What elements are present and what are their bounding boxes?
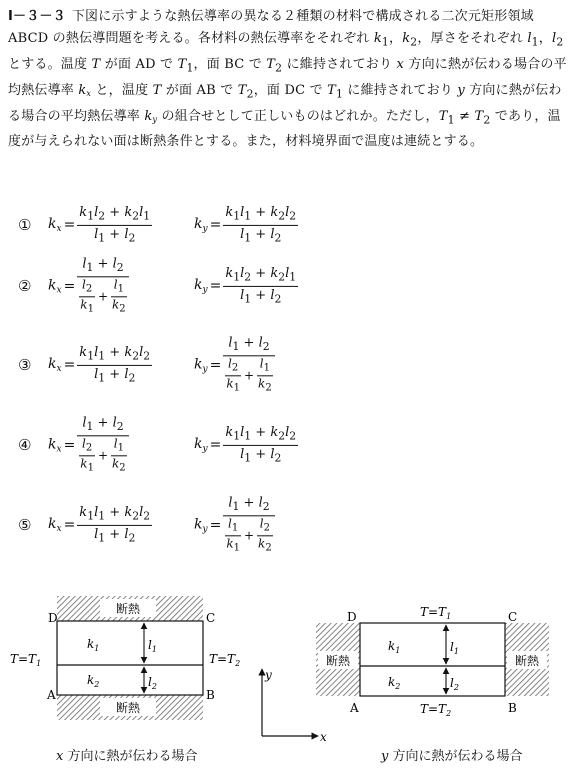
figure-y-direction (316, 605, 549, 718)
l2-label: $l_2$ (450, 676, 459, 692)
corner-A: A (350, 701, 359, 715)
figures (0, 569, 576, 769)
question-body: 下図に示すような熱伝導率の異なる２種類の材料で構成される二次元矩形領域 ABCD の熱伝導問題を考える。各材料の熱伝導率をそれぞれ $k_1$，$k_2$，厚さをそれぞれ $l_1$，$l_2$ とする。温度 T が面 AD で $T_1$，面 BC で $T_2$ に維持されており x 方向に熱が伝わる場合の平均熱伝導率 $k_x$ と，温度 T が面 AB で $T_2$，面 DC で $T_1$ に維持されており y 方向に熱が伝わる場合の平均熱伝導率 $k_y$ の組合せとして正しいものはどれか。ただし，$T_1 \ne T_2$ であり，温度が与えられない面は断熱条件とする。また，材料境界面で温度は連続とする。 (8, 9, 567, 150)
choice-number: ③ (18, 356, 32, 374)
choice-number: ② (18, 277, 32, 295)
choice-5[interactable] (18, 490, 558, 560)
corner-D: D (347, 610, 357, 624)
choice-2-kx: $k_x$ = $l_1 + l_2$ $\frac{l_2}{k_1}$ + $\frac{l_1}{k_2}$ (48, 255, 129, 316)
choice-3-ky: $k_y$ = $l_1 + l_2$ $\frac{l_2}{k_1}$ + $\frac{l_1}{k_2}$ (194, 334, 275, 395)
choice-number: ⑤ (18, 516, 32, 534)
caption-x-direction: x 方向に熱が伝わる場合 (56, 749, 198, 764)
choice-4-kx: $k_x$ = $l_1 + l_2$ $\frac{l_2}{k_1}$ + $\frac{l_1}{k_2}$ (48, 414, 129, 475)
choice-1-ky: $k_y$ = $\frac{k_1l_1 + k_2l_2}{l_1 + l_2}$ (194, 204, 297, 245)
domain-rect (360, 623, 505, 696)
question-id: Ⅰ－３－３ (8, 9, 66, 24)
insulation-label: 断熱 (514, 654, 540, 668)
k2-label: $k_2$ (388, 675, 401, 691)
l1-label: $l_1$ (148, 638, 157, 654)
choice-number: ④ (18, 436, 32, 454)
figure-x-direction (10, 596, 240, 720)
insulation-label: 断熱 (115, 701, 141, 715)
choice-2[interactable] (18, 251, 558, 321)
choice-2-ky: $k_y$ = $\frac{k_1l_2 + k_2l_1}{l_1 + l_2}$ (194, 265, 297, 306)
domain-rect (57, 621, 203, 695)
question-text (8, 6, 568, 154)
choice-1[interactable] (18, 190, 558, 260)
insulation-label: 断熱 (325, 654, 351, 668)
corner-D: D (48, 611, 58, 625)
right-temp: $T=T_2$ (209, 652, 241, 668)
bottom-temp: $T=T_2$ (420, 702, 452, 718)
top-temp: $T=T_1$ (420, 605, 452, 621)
corner-C: C (206, 611, 216, 625)
l1-label: $l_1$ (450, 640, 459, 656)
choice-5-ky: $k_y$ = $l_1 + l_2$ $\frac{l_1}{k_1}$ + $\frac{l_2}{k_2}$ (194, 494, 275, 555)
corner-B: B (206, 688, 215, 702)
l2-label: $l_2$ (148, 675, 157, 691)
choice-4-ky: $k_y$ = $\frac{k_1l_1 + k_2l_2}{l_1 + l_2}$ (194, 424, 297, 465)
y-axis-label: y (265, 668, 272, 682)
corner-B: B (508, 701, 517, 715)
caption-y-direction: y 方向に熱が伝わる場合 (381, 749, 523, 764)
corner-A: A (47, 688, 56, 702)
choice-3-kx: $k_x$ = $\frac{k_1l_1 + k_2l_2}{l_1 + l_2}$ (48, 344, 151, 385)
choice-4[interactable] (18, 410, 558, 480)
corner-C: C (508, 610, 518, 624)
k1-label: $k_1$ (87, 637, 100, 653)
insulation-label: 断熱 (115, 602, 141, 616)
left-temp: $T=T_1$ (10, 652, 42, 668)
choice-5-kx: $k_x$ = $\frac{k_1l_1 + k_2l_2}{l_1 + l_2}$ (48, 504, 151, 545)
k1-label: $k_1$ (388, 639, 401, 655)
k2-label: $k_2$ (87, 673, 100, 689)
choice-number: ① (18, 216, 32, 234)
x-axis-label: x (320, 730, 327, 744)
choice-3[interactable] (18, 330, 558, 400)
choice-1-kx: $k_x$ = $\frac{k_1l_2 + k_2l_1}{l_1 + l_2}$ (48, 204, 151, 245)
